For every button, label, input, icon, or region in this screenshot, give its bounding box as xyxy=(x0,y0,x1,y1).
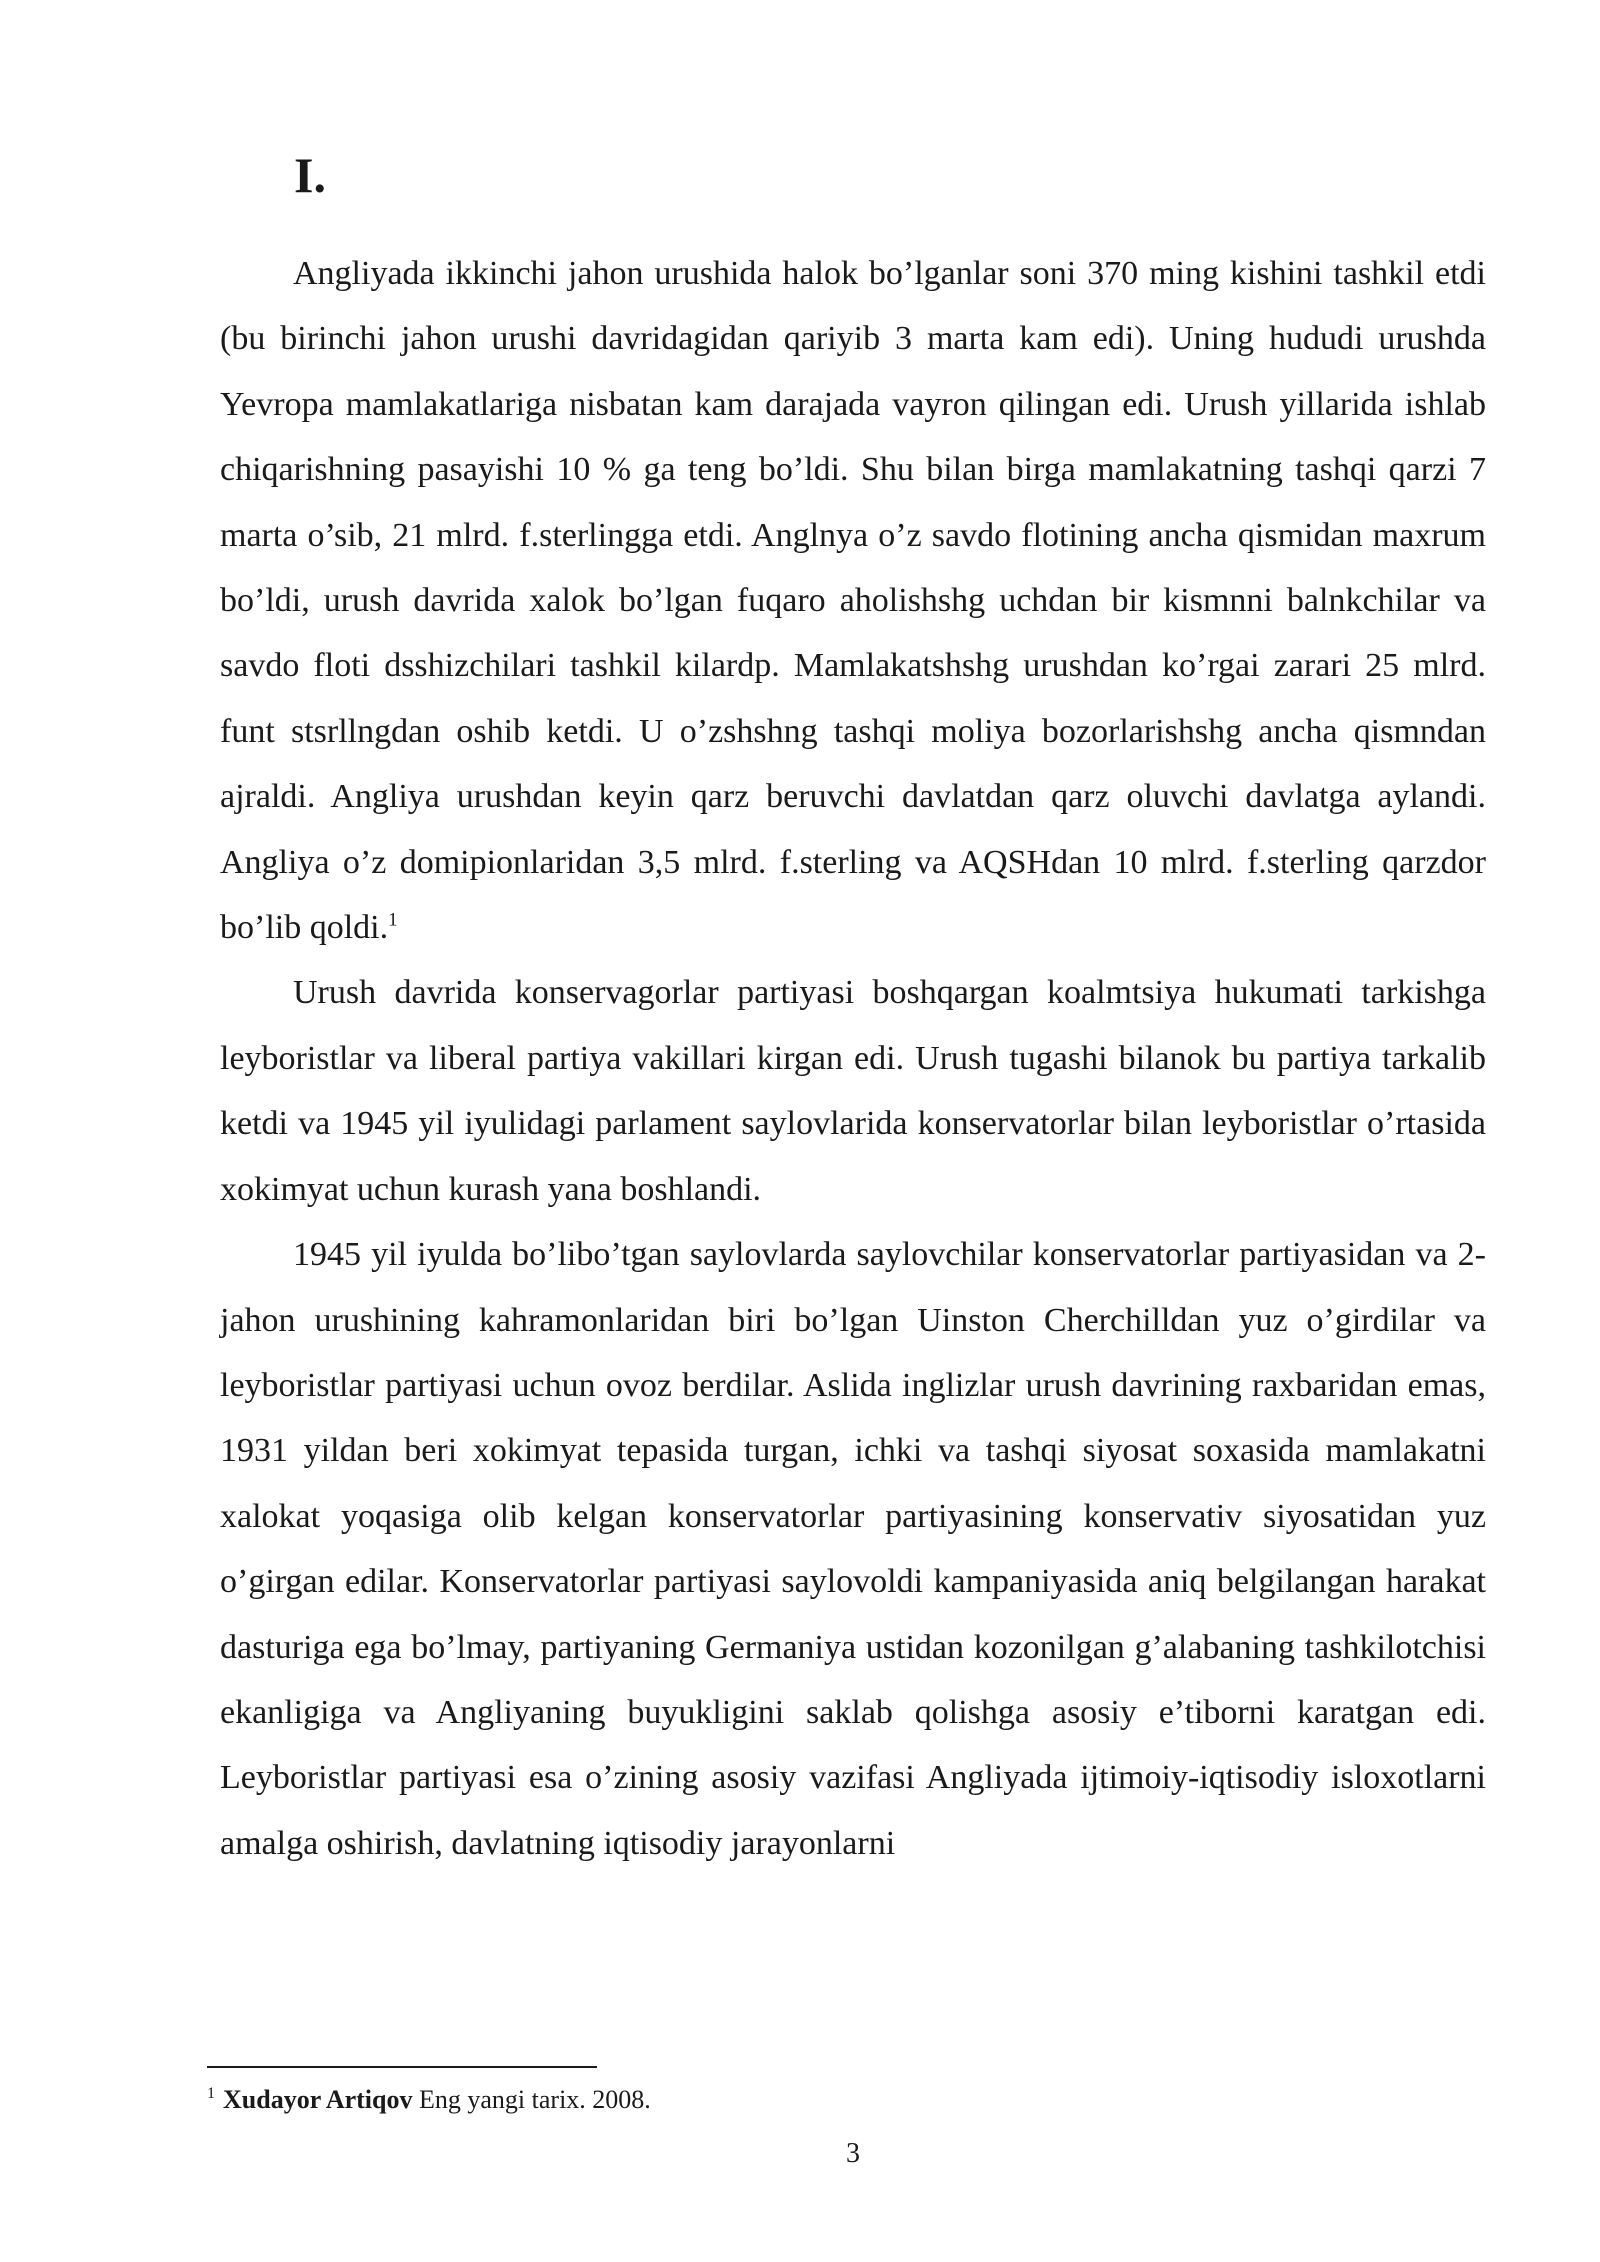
paragraph-1-text: Angliyada ikkinchi jahon urushida halok bo’lganlar soni 370 ming kishini tashkil etdi (bu birinchi jahon urushi davridagidan qariyib 3 marta kam edi). Uning hududi urushda Yevropa mamlakatlariga nisbatan kam darajada vayron qilingan edi. Urush yillarida ishlab chiqarishning pasayishi 10 % ga teng bo’ldi. Shu bilan birga mamlakatning tashqi qarzi 7 marta o’sib, 21 mlrd. f.sterlingga etdi. Anglnya o’z savdo flotining ancha qismidan maxrum bo’ldi, urush davrida xalok bo’lgan fuqaro aholishshg uchdan bir kismnni balnkchilar va savdo floti dsshizchilari tashkil kilardp. Mamlakatshshg urushdan ko’rgai zarari 25 mlrd. funt stsrllngdan oshib ketdi. U o’zshshng tashqi moliya bozorlarishshg ancha qismndan ajraldi. Angliya urushdan keyin qarz beruvchi davlatdan qarz oluvchi davlatga aylandi. Angliya o’z domipionlaridan 3,5 mlrd. f.sterling va AQSHdan 10 mlrd. f.sterling qarzdor bo’lib qoldi. xyxy=(220,255,1486,947)
paragraph-2-text: Urush davrida konservagorlar partiyasi boshqargan koalmtsiya hukumati tarkishga leyboristlar va liberal partiya vakillari kirgan edi. Urush tugashi bilanok bu partiya tarkalib ketdi va 1945 yil iyulidagi parlament saylovlarida konservatorlar bilan leyboristlar o’rtasida xokimyat uchun kurash yana boshlandi. xyxy=(220,974,1486,1208)
footnote-citation: Eng yangi tarix. 2008. xyxy=(419,2085,651,2114)
paragraph-2 xyxy=(220,960,1486,1222)
paragraph-3-text: 1945 yil iyulda bo’libo’tgan saylovlarda saylovchilar konservatorlar partiyasidan va 2-jahon urushining kahramonlaridan biri bo’lgan Uinston Cherchilldan yuz o’girdilar va leyboristlar partiyasi uchun ovoz berdilar. Aslida inglizlar urush davrining raxbaridan emas, 1931 yildan beri xokimyat tepasida turgan, ichki va tashqi siyosat soxasida mamlakatni xalokat yoqasiga olib kelgan konservatorlar partiyasining konservativ siyosatidan yuz o’girgan edilar. Konservatorlar partiyasi saylovoldi kampaniyasida aniq belgilangan harakat dasturiga ega bo’lmay, partiyaning Germaniya ustidan kozonilgan g’alabaning tashkilotchisi ekanligiga va Angliyaning buyukligini saklab qolishga asosiy e’tiborni karatgan edi. Leyboristlar partiyasi esa o’zining asosiy vazifasi Angliyada ijtimoiy-iqtisodiy isloxotlarni amalga oshirish, davlatning iqtisodiy jarayonlarni xyxy=(220,1236,1486,1862)
footnote xyxy=(207,2083,651,2117)
section-heading: I. xyxy=(294,147,326,203)
footnote-reference: 1 xyxy=(388,909,398,931)
paragraph-3 xyxy=(220,1222,1486,1876)
body-text xyxy=(220,241,1486,1876)
footnote-separator xyxy=(207,2066,597,2068)
paragraph-1 xyxy=(220,241,1486,960)
footnote-author: Xudayor Artiqov xyxy=(223,2085,413,2114)
footnote-mark: 1 xyxy=(207,2085,215,2103)
page-number: 3 xyxy=(846,2138,860,2169)
